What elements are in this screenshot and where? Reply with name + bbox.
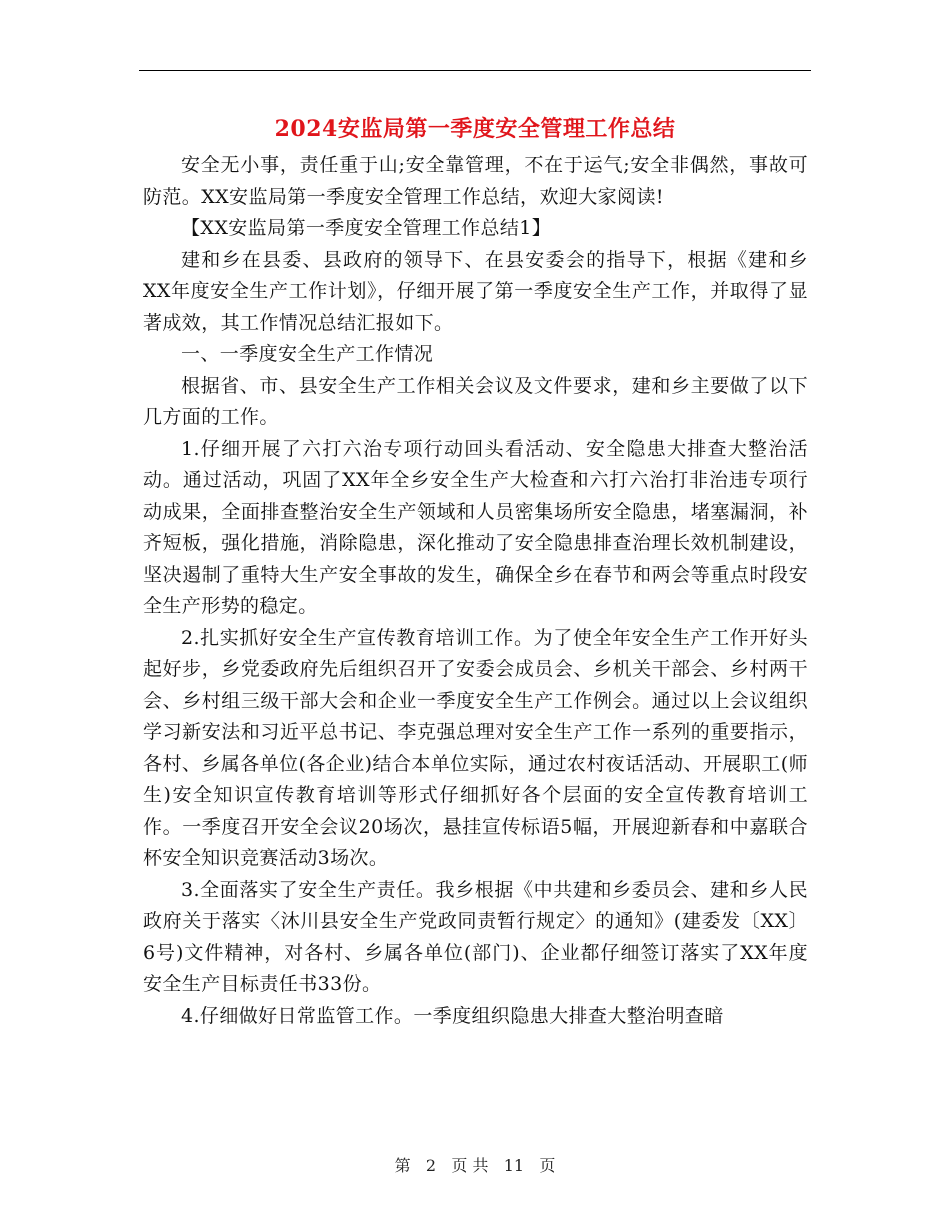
page-footer (0, 1153, 950, 1176)
header-rule (139, 70, 811, 71)
paragraph-requirements: 根据省、市、县安全生产工作相关会议及文件要求，建和乡主要做了以下几方面的工作。 (143, 374, 808, 428)
footer-current-page: 2 (425, 1156, 437, 1175)
footer-label-of: 页 共 (451, 1156, 489, 1175)
paragraph-item-2: 2.扎实抓好安全生产宣传教育培训工作。为了使全年安全生产工作开好头起好步，乡党委政府先后组织召开了安委会成员会、乡机关干部会、乡村两干会、乡村组三级干部大会和企业一季度安全生产工作例会。通过以上会议组织学习新安法和习近平总书记、李克强总理对安全生产工作一系列的重要指示，各村、乡属各单位(各企业)结合本单位实际，通过农村夜话活动、开展职工(师生)安全知识宣传教育培训等形式仔细抓好各个层面的安全宣传教育培训工作。一季度召开安全会议20场次，悬挂宣传标语5幅，开展迎新春和中嘉联合杯安全知识竞赛活动3场次。 (143, 626, 808, 869)
paragraph-subheading: 一、一季度安全生产工作情况 (181, 343, 434, 365)
footer-label-pages: 页 (539, 1156, 556, 1175)
paragraph-intro: 安全无小事，责任重于山;安全靠管理，不在于运气;安全非偶然，事故可防范。XX安监局第一季度安全管理工作总结，欢迎大家阅读! (143, 154, 808, 208)
paragraph-item-3: 3.全面落实了安全生产责任。我乡根据《中共建和乡委员会、建和乡人民政府关于落实〈沐川县安全生产党政同责暂行规定〉的通知》(建委发〔XX〕6号)文件精神，对各村、乡属各单位(部门)、企业都仔细签订落实了XX年度安全生产目标责任书33份。 (143, 878, 808, 995)
paragraph-item-4: 4.仔细做好日常监管工作。一季度组织隐患大排查大整治明查暗 (181, 1004, 724, 1027)
footer-total-pages: 11 (503, 1156, 525, 1175)
document-title: 2024安监局第一季度安全管理工作总结 (274, 116, 676, 142)
paragraph-section-heading: 【XX安监局第一季度安全管理工作总结1】 (181, 217, 552, 239)
footer-label-page: 第 (394, 1156, 411, 1175)
paragraph-overview: 建和乡在县委、县政府的领导下、在县安委会的指导下，根据《建和乡XX年度安全生产工作计划》，仔细开展了第一季度安全生产工作，并取得了显著成效，其工作情况总结汇报如下。 (143, 248, 808, 334)
paragraph-item-1: 1.仔细开展了六打六治专项行动回头看活动、安全隐患大排查大整治活动。通过活动，巩固了XX年全乡安全生产大检查和六打六治打非治违专项行动成果，全面排查整治安全生产领域和人员密集场所安全隐患，堵塞漏洞，补齐短板，强化措施，消除隐患，深化推动了安全隐患排查治理长效机制建设，坚决遏制了重特大生产安全事故的发生，确保全乡在春节和两会等重点时段安全生产形势的稳定。 (143, 437, 808, 617)
document-body (143, 150, 808, 1032)
